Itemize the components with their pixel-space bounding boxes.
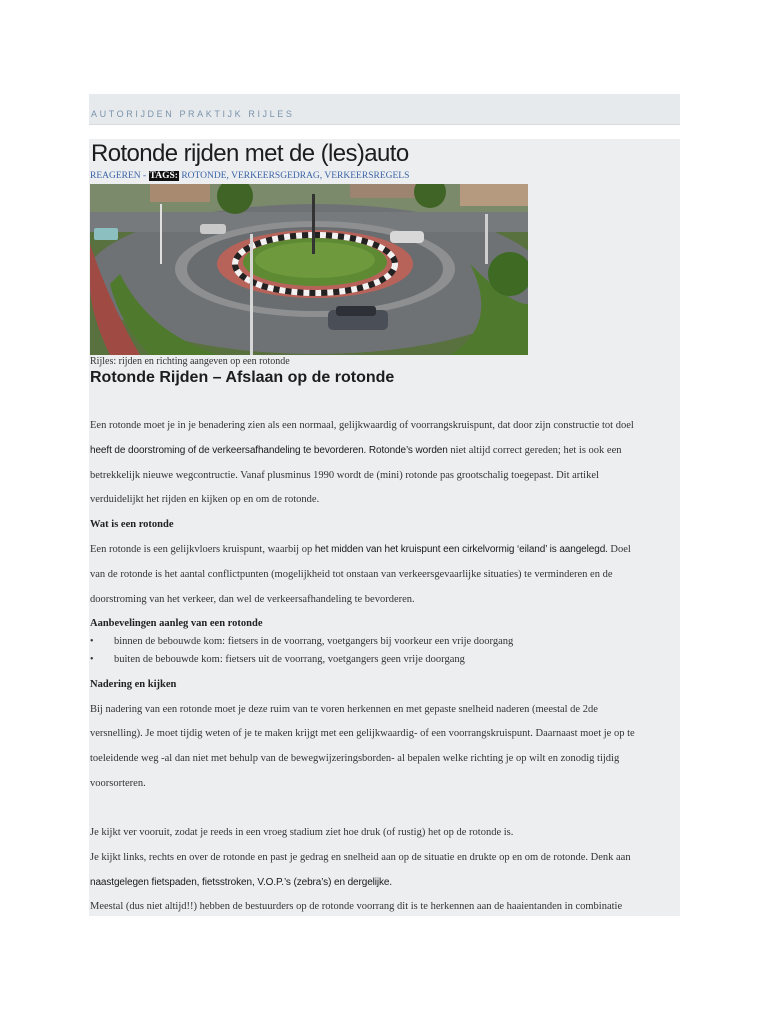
intro-line-2 [90, 445, 621, 456]
intro-line-1: Een rotonde moet je in je benadering zien als een normaal, gelijkwaardig of voorrangskruispunt, dat door zijn constructie tot doel [90, 420, 634, 431]
intro-highlight: heeft de doorstroming of de verkeersafhandeling te bevorderen. Rotonde’s worden [90, 445, 448, 456]
intro-line-3: betrekkelijk nieuwe wegcontructie. Vanaf plusminus 1990 wordt de (mini) rotonde pas grootschalig toegepast. Dit artikel [90, 470, 599, 481]
kijk-line-2: Je kijkt links, rechts en over de rotonde en past je gedrag en snelheid aan op de situatie en drukte op en om de rotonde. Denk aan [90, 852, 631, 863]
nadering-line-4: voorsorteren. [90, 778, 146, 789]
subhead-aanleg: Aanbevelingen aanleg van een rotonde [90, 618, 263, 629]
photo-caption: Rijles: rijden en richting aangeven op een rotonde [90, 356, 290, 367]
kijk-line-3-end: . [389, 877, 393, 888]
kijk-highlight: naastgelegen fietspaden, fietsstroken, V.O.P.’s (zebra’s) en dergelijke [90, 877, 390, 888]
what-line-1-start: Een rotonde is een gelijkvloers kruispunt, waarbij op [90, 544, 315, 555]
kijk-line-1: Je kijkt ver vooruit, zodat je reeds in een vroeg stadium ziet hoe druk (of rustig) het op de rotonde is. [90, 827, 514, 838]
intro-line-4: verduidelijkt het rijden en kijken op en om de rotonde. [90, 494, 320, 505]
list-item-text: binnen de bebouwde kom: fietsers in de voorrang, voetgangers bij voorkeur een vrije doorgang [114, 636, 514, 647]
what-line-2: van de rotonde is het aantal conflictpunten (mogelijkheid tot onstaan van verkeersgevaarlijke situaties) te verminderen en de [90, 569, 613, 580]
section-heading: Rotonde Rijden – Afslaan op de rotonde [90, 369, 395, 386]
what-line-1-end: . Doel [605, 544, 631, 555]
nadering-line-1: Bij nadering van een rotonde moet je deze ruim van te voren herkennen en met gepaste snelheid naderen (meestal de 2de [90, 704, 598, 715]
kijk-line-3 [90, 877, 392, 888]
nadering-line-2: versnelling). Je moet tijdig weten of je te maken krijgt met een gelijkwaardig- of een voorrangskruispunt. Daarnaast moet je op te [90, 728, 635, 739]
what-highlight: het midden van het kruispunt een cirkelvormig ‘eiland’ is aangelegd [314, 544, 606, 555]
subhead-wat-is: Wat is een rotonde [90, 519, 174, 530]
reageren-link[interactable]: REAGEREN [90, 171, 141, 181]
meestal-line: Meestal (dus niet altijd!!) hebben de bestuurders op de rotonde voorrang dit is te herkennen aan de haaientanden in combinatie [90, 901, 623, 912]
what-line-3: doorstroming van het verkeer, dan wel de verkeersafhandeling te bevorderen. [90, 594, 415, 605]
category-link[interactable]: AUTORIJDEN PRAKTIJK RIJLES [91, 109, 295, 119]
tag-link-verkeersgedrag[interactable]: VERKEERSGEDRAG [231, 171, 320, 181]
article-meta: REAGEREN - TAGS: ROTONDE, VERKEERSGEDRAG, VERKEERSREGELS [90, 171, 410, 181]
nadering-line-3: toeleidende weg -al dan niet met behulp van de bewegwijzeringsborden- al bepalen welke richting je op wilt en zonodig tijdig [90, 753, 620, 764]
tag-link-verkeersregels[interactable]: VERKEERSREGELS [324, 171, 410, 181]
list-item-text: buiten de bebouwde kom: fietsers uit de voorrang, voetgangers geen vrije doorgang [114, 654, 465, 665]
category-bar [89, 94, 680, 125]
intro-line-2-rest: niet altijd correct gereden; het is ook een [447, 445, 622, 456]
meta-separator: - [140, 171, 149, 181]
what-line-1 [90, 544, 631, 555]
subhead-nadering: Nadering en kijken [90, 679, 177, 690]
tags-label: TAGS: [149, 171, 178, 181]
list-item [90, 654, 465, 665]
list-item [90, 636, 513, 647]
tag-link-rotonde[interactable]: ROTONDE [181, 171, 227, 181]
article-title: Rotonde rijden met de (les)auto [91, 140, 409, 167]
roundabout-photo [90, 184, 528, 355]
roundabout-photo-illustration [90, 184, 528, 355]
bullet-glyph: • [90, 654, 94, 665]
bullet-glyph: • [90, 636, 94, 647]
